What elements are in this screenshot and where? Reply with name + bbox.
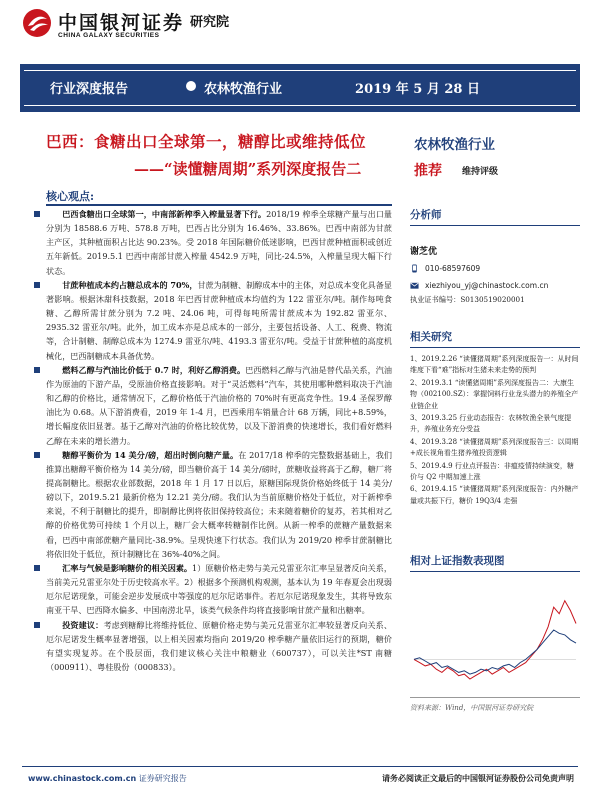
footer-divider [22,766,578,767]
report-date: 2019 年 5 月 28 日 [355,82,480,97]
paragraph-1 [46,207,392,278]
bullet-dot-icon [186,81,196,91]
page-header [0,0,600,52]
footer-disclaimer: 请务必阅读正文最后的中国银河证券股份公司免责声明 [382,773,574,783]
relative-performance-chart [410,580,580,698]
list-item[interactable]: 1、2019.2.26 “读懂猪周期”系列深度报告一：从时间维度下看“难”指标对生猪未来走势的预判 [410,355,579,375]
logo-english-name: CHINA GALAXY SECURITIES [58,32,160,39]
institute-label: 研究院 [190,15,230,30]
analyst-phone-row [410,263,580,274]
paragraph-text: 考虑到糖醇比将维持低位、原糖价格走势与美元兑雷亚尔汇率较显著反向关系、厄尔尼诺发生概率显著增强，以上相关因素均指向 2019/20 榨季糖产量依旧运行的预期，糖价有望实现复苏。在个股层面，我们建议核心关注中粮糖业（600737），可以关注*ST 南糖（000911）、粤桂股份（000833）。 [46,619,392,672]
related-research [410,329,580,507]
analyst-phone: 010-68597609 [425,264,481,273]
list-item[interactable]: 2、2019.3.1 “读懂猪周期”系列深度报告二：大康生物（002100.SZ）：掌握饲料行业龙头潜力的养殖全产业链企业 [410,378,579,410]
email-icon [410,281,419,290]
paragraph-text: 甘蔗为制糖、制醇成本中的主体，对总成本变化具备显著影响。根据沐甜科技数据，2018 年巴西甘蔗种植成本均值约为 122 雷亚尔/吨。制作每吨食糖、乙醇所需甘蔗分别为 7.2 吨、24.06 吨，可得每吨所需甘蔗成本为 192.82 雷亚尔、2935.32 雷亚尔/吨。此外，加工成本亦是总成本的一部分，主要包括设备、人工、税费、物流等，合计制糖、制醇总成本为 1274.9 雷亚尔/吨、4193.3 雷亚尔/吨。受益于甘蔗种植的高度机械化，巴西制糖成本具备优势。 [46,279,392,361]
square-bullet-icon [34,452,40,458]
square-bullet-icon [34,367,40,373]
paragraph-lead: 糖醇平衡价为 14 美分/磅，超出时倒向糖产量。 [62,449,239,460]
rating: 推荐 [414,163,442,179]
square-bullet-icon [34,622,40,628]
paragraph-5 [46,561,392,618]
core-views-label: 核心观点: [46,190,95,203]
relative-performance [410,553,580,713]
square-bullet-icon [34,565,40,571]
series-line-2 [414,630,576,674]
report-banner [20,64,580,112]
paragraph-lead: 汇率与气候是影响糖价的相关因素。 [62,562,193,573]
paragraph-6 [46,618,392,675]
paragraph-3 [46,363,392,448]
analyst-section-heading: 分析师 [410,207,580,226]
report-type: 行业深度报告 [50,82,129,97]
logo-chinese-name: 中国银河证券 [58,12,185,34]
china-galaxy-logo-icon [22,8,52,38]
related-research-heading: 相关研究 [410,329,580,348]
chart-heading: 相对上证指数表现图 [410,553,580,572]
related-research-list [410,354,580,507]
analyst-email[interactable]: xiezhiyou_yj@chinastock.com.cn [425,281,549,290]
chart-source: 资料来源：Wind，中国银河证券研究院 [410,704,534,713]
sidebar [410,207,580,713]
paragraph-text: 1）原糖价格走势与美元兑雷亚尔汇率呈显著反向关系，当前美元兑雷亚尔处于历史较高水平。2）根据多个预测机构观测，基本认为 19 年春夏会出现弱厄尔尼诺现象，可能会逆步发展成中等强度的厄尔尼诺事件。若厄尔尼诺现象发生，其将导致东南亚干旱、巴西降水偏多、中国南涝北旱，该类气候条件均将直接影响甘蔗产量和出糖率。 [46,562,392,616]
footer-site-block [28,773,187,784]
paragraph-lead: 巴西食糖出口全球第一，中南部新榨季入榨量显著下行。 [62,209,267,219]
footer-site-suffix: 证券研究报告 [138,774,187,783]
paragraph-text: 在 2017/18 榨季的完整数据基础上，我们推算出糖醇平衡价格为 14 美分/磅，即当糖价高于 14 美分/磅时，蔗糖收益将高于乙醇，糖厂将提高制糖比。根据农业部数据，2018 年 1 月 17 日以后，原糖国际现货价格始终低于 14 美分/磅以下，2019.5.21 最新价格为 12.21 美分/磅。我们认为当前原糖价格处于低位，对于新榨季来说，不利于制糖比的提升，即制醇比例将依旧保持较高位；未来随着糖价的复苏，若其相对乙醇的价格优势可持续 1 个月以上，糖厂会大概率转糖制作比例。从新一榨季的蔗糖产量数据来看，巴西中南部蔗糖产量同比-38.9%。呈现快速下行状态。我们认为 2019/20 榨季甘蔗制糖比将依旧处于低位，预计制糖比在 36%-40%之间。 [46,449,393,559]
paragraph-lead: 甘蔗种植成本约占糖总成本的 70%， [62,279,198,290]
phone-icon [410,264,419,273]
report-subtitle: ——“读懂糖周期”系列深度报告二 [134,160,362,178]
list-item[interactable]: 6、2019.4.15 “读懂猪周期”系列深度报告：内外糖产量或共振下行，糖价 19Q3/4 走强 [410,485,579,505]
paragraph-2 [46,278,392,363]
section-divider [46,204,392,206]
square-bullet-icon [34,211,40,217]
paragraph-lead: 投资建议： [62,619,104,630]
paragraph-text: 巴西燃料乙醇与汽油是替代品关系，汽油作为原油的下游产品，受原油价格直接影响。对于“灵活燃料”汽车，其使用哪种燃料取决于汽油和乙醇的价格比，通常情况下，乙醇价格低于汽油价格的 70%时有更高竞争性。19.4 圣保罗醇油比为 0.68。从下游消费看，2019 年 1-4 月，巴西乘用车销量合计 68 万辆，同比+8.59%，增长幅度依旧显著。基于乙醇对汽油的价格比较优势，以及下游消费的快速增长，我们看好燃料乙醇在未来的增长潜力。 [46,364,392,446]
paragraph-4 [46,448,392,561]
analyst-name: 谢芝优 [410,247,438,257]
rating-tag: 维持评级 [462,167,499,177]
banner-sector: 农林牧渔行业 [204,82,283,97]
list-item[interactable]: 3、2019.3.25 行业动态报告：农林牧渔全景气度提升，养殖业务充分受益 [410,414,572,434]
list-item[interactable]: 4、2019.3.28 “读懂猪周期”系列深度报告三：以周期+成长视角看生猪养殖投资逻辑 [410,437,579,458]
square-bullet-icon [34,282,40,288]
list-item[interactable]: 5、2019.4.9 行业点评报告：非瘟疫情持续演变，糖价与 Q2 中期加速上涨 [410,461,574,482]
chart-container [410,580,580,698]
core-views-body [46,207,392,674]
side-sector: 农林牧渔行业 [414,137,495,153]
report-title: 巴西：食糖出口全球第一，糖醇比或维持低位 [46,132,367,151]
analyst-email-row [410,280,580,291]
analyst-license: 执业证书编号：S0130519020001 [410,295,525,304]
series-line-1 [414,601,576,679]
footer-site[interactable]: www.chinastock.com.cn [28,774,137,783]
paragraph-lead: 燃料乙醇与汽油比价低于 0.7 时，利好乙醇消费。 [62,364,246,375]
paragraph-text: 2018/19 榨季全球糖产量与出口量分别为 18588.6 万吨、578.8 万吨，巴西占比分别为 16.46%、33.86%。巴西中南部为甘蔗主产区，其种植面积占比达 90.23%。受 2018 年国际糖价低迷影响，巴西甘蔗种植面积或创近五年新低。2019.5.1 巴西中南部甘蔗入榨量 4542.9 万吨，同比-24.5%，入榨量呈现大幅下行状态。 [46,209,392,276]
